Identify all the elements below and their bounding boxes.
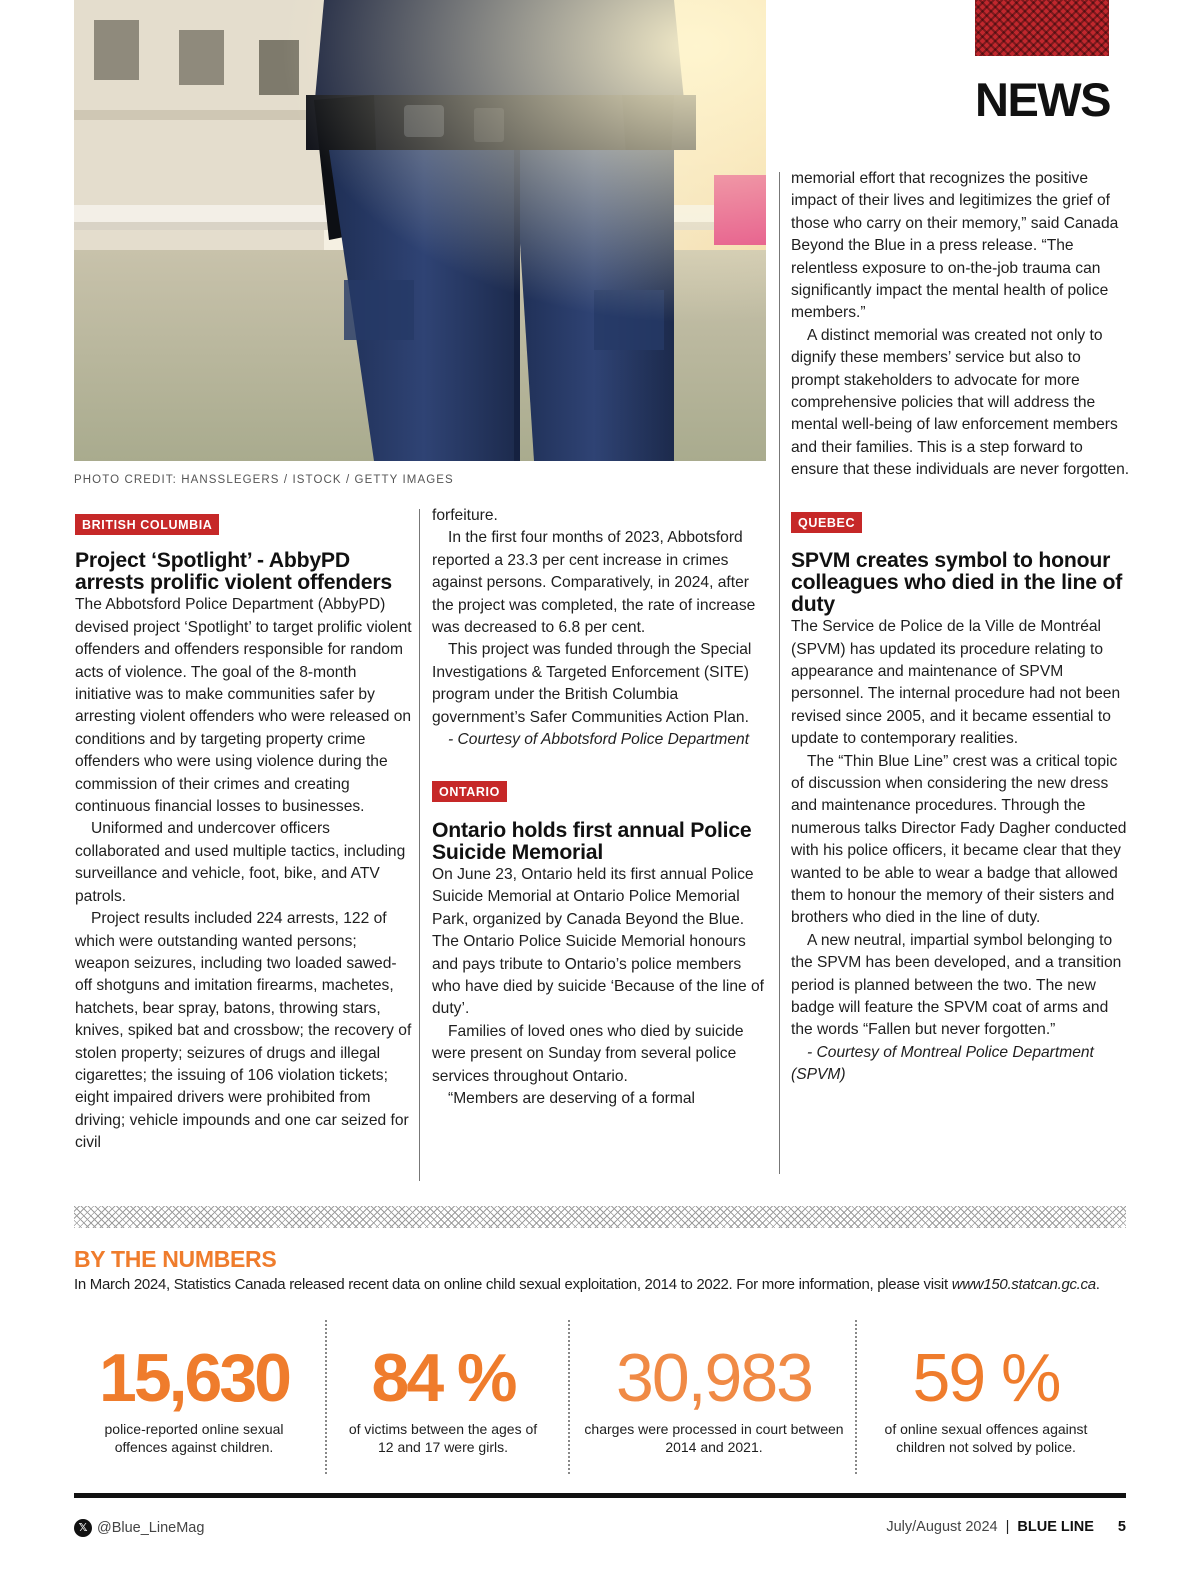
stat-card (74, 1340, 314, 1456)
stat-description-line: police-reported online sexual (104, 1421, 284, 1437)
article-paragraph: This project was funded through the Special Investigations & Targeted Enforcement (SITE) program under the British Columbia government’s Safer Communities Action Plan. (432, 641, 752, 726)
article-paragraph: In the first four months of 2023, Abbotsford reported a 23.3 per cent increase in crimes against persons. Comparatively, in 2024, after the project was completed, the rate of increase was decreased to 6.8 per cent. (432, 529, 756, 637)
article-paragraph: forfeiture. (432, 507, 498, 524)
stat-value: 15,630 (99, 1340, 289, 1416)
intro-text: In March 2024, Statistics Canada released recent data on online child sexual exploitation, 2014 to 2022. For more information, please visit (74, 1276, 948, 1293)
stat-card (333, 1340, 553, 1456)
article-credit: - Courtesy of Abbotsford Police Department (448, 731, 750, 749)
stat-description-line: offences against children. (114, 1439, 274, 1455)
by-the-numbers-intro (74, 1276, 1164, 1293)
region-tag: BRITISH COLUMBIA (75, 514, 219, 535)
region-tag: ONTARIO (432, 781, 507, 802)
article-paragraph: memorial effort that recognizes the positive impact of their lives and legitimizes the grief of those who carry on their memory,” said Canada Beyond the Blue in a press release. “The relentless exposure to on-the-job trauma can significantly impact the mental health of police members.” (791, 170, 1119, 322)
photo-credit: PHOTO CREDIT: HANSSLEGERS / ISTOCK / GETTY IMAGES (74, 474, 454, 486)
article-paragraph: Project results included 224 arrests, 122 of which were outstanding wanted persons; weapon seizures, including two loaded sawed-off shotguns and imitation firearms, machetes, hatchets, bear spray, batons, throwing stars, knives, spiked bat and crossbow; the recovery of stolen property; seizures of drugs and illegal cigarettes; the issuing of 106 violation tickets; eight impaired drivers were prohibited from driving; vehicle impounds and one car seized for civil (75, 910, 412, 1152)
stat-description-line: of victims between the ages of (348, 1421, 538, 1437)
issue-date: July/August 2024 (886, 1519, 998, 1535)
stat-description-line: 2014 and 2021. (665, 1439, 763, 1455)
article-column-3 (791, 168, 1131, 1087)
stat-value: 30,983 (616, 1340, 812, 1416)
stat-description-line: of online sexual offences against (884, 1421, 1088, 1437)
stat-description-line: children not solved by police. (896, 1439, 1076, 1455)
article-headline: SPVM creates symbol to honour colleagues who died in the line of duty (791, 549, 1123, 617)
stat-value: 84 % (371, 1340, 515, 1416)
article-paragraph: A new neutral, impartial symbol belonging to the SPVM has been developed, and a transition period is planned between the two. The new badge will feature the SPVM coat of arms and the words “Fallen but never forgotten.” (791, 931, 1122, 1039)
social-handle[interactable]: @Blue_LineMag (97, 1520, 205, 1536)
stat-divider (855, 1320, 857, 1474)
article-credit: - Courtesy of Montreal Police Department (SPVM) (791, 1043, 1094, 1084)
article-paragraph: Families of loved ones who died by suicide were present on Sunday from several police services throughout Ontario. (432, 1022, 744, 1085)
article-paragraph: The Abbotsford Police Department (AbbyPD) devised project ‘Spotlight’ to target prolific violent offenders and offenders responsible for random acts of violence. The goal of the 8-month initiative was to make communities safer by arresting violent offenders who were released on conditions and by targeting property crime offenders who were using violence during the commission of their crimes and creating continuous financial losses to businesses. (75, 596, 412, 816)
stat-divider (568, 1320, 570, 1474)
page-number: 5 (1117, 1519, 1126, 1535)
article-paragraph: A distinct memorial was created not only to dignify these members’ service but also to prompt stakeholders to advocate for more comprehensive policies that will address the mental well-being of law enforcement members and their families. This is a step forward to ensure that these individuals are never forgotten. (791, 326, 1130, 479)
by-the-numbers-title: BY THE NUMBERS (74, 1246, 277, 1272)
section-label: NEWS (975, 73, 1110, 126)
publication-name: BLUE LINE (1017, 1519, 1094, 1535)
stat-card (578, 1340, 850, 1456)
article-headline: Ontario holds first annual Police Suicide Memorial (432, 818, 752, 864)
column-divider (419, 509, 420, 1181)
article-paragraph: Uniformed and undercover officers collaborated and used multiple tactics, including surveillance and vehicle, foot, bike, and ATV patrols. (75, 820, 406, 905)
article-paragraph: On June 23, Ontario held its first annual Police Suicide Memorial at Ontario Police Memorial Park, organized by Canada Beyond the Blue. The Ontario Police Suicide Memorial honours and pays tribute to Ontario’s police members who have died by suicide ‘Because of the line of duty’. (432, 865, 765, 1018)
stat-description-line: charges were processed in court between (584, 1421, 844, 1437)
section-pattern-swatch (975, 0, 1109, 56)
stat-description-line: 12 and 17 were girls. (378, 1439, 508, 1455)
police-officer-photo (74, 0, 766, 461)
footer-social[interactable] (74, 1519, 204, 1537)
folio-separator: | (1005, 1519, 1010, 1535)
article-paragraph: “Members are deserving of a formal (448, 1089, 695, 1107)
footer-rule (74, 1493, 1126, 1498)
article-column-2 (432, 505, 768, 1110)
statcan-link[interactable]: www150.statcan.gc.ca (951, 1276, 1096, 1293)
stat-card (866, 1340, 1106, 1456)
x-logo-icon: 𝕏 (74, 1519, 92, 1537)
article-column-1 (75, 514, 413, 1155)
region-tag: QUEBEC (791, 512, 862, 533)
stat-divider (325, 1320, 327, 1474)
article-paragraph: The “Thin Blue Line” crest was a critical topic of discussion when considering the new dress and maintenance procedures. Through the numerous talks Director Fady Dagher conducted with his police officers, it became clear that they wanted to be able to wear a badge that allowed them to honour the memory of their sisters and brothers who died in the line of duty. (791, 752, 1127, 927)
footer-folio (886, 1519, 1126, 1535)
column-divider (779, 172, 780, 1174)
article-paragraph: The Service de Police de la Ville de Montréal (SPVM) has updated its procedure relating to appearance and maintenance of SPVM personnel. The internal procedure had not been revised since 2005, and it became essential to update to contemporary realities. (791, 618, 1121, 748)
article-headline: Project ‘Spotlight’ - AbbyPD arrests prolific violent offenders (75, 549, 392, 595)
stat-value: 59 % (912, 1340, 1060, 1416)
intro-suffix: . (1095, 1276, 1100, 1293)
section-divider-pattern (74, 1206, 1126, 1228)
article-photo (74, 0, 766, 461)
